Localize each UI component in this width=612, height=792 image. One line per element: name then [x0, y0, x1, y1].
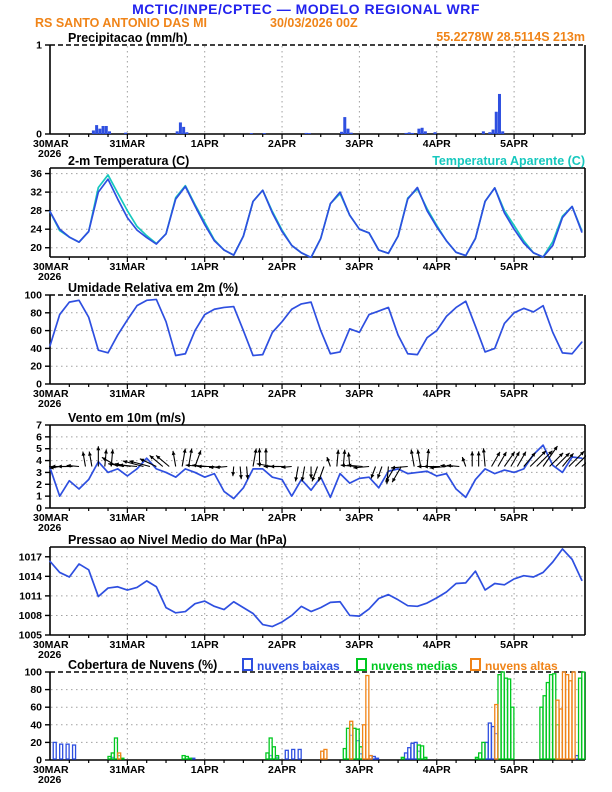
wind-arrowhead-icon [371, 474, 375, 478]
wind-arrowhead-icon [192, 464, 196, 468]
nuvens-medias-bar [111, 753, 114, 759]
nuvens-medias-bar [543, 696, 546, 759]
nuvens-baixas-bar [73, 745, 76, 759]
wind-arrowhead-icon [554, 446, 558, 450]
y-tick-label: 1011 [19, 590, 42, 603]
y-tick-label: 7 [36, 419, 42, 432]
nuvens-medias-bar [550, 675, 553, 759]
precip-bar [185, 132, 188, 134]
nuvens-medias-bar [401, 757, 404, 759]
y-tick-label: 0 [36, 754, 42, 767]
precip-bar [501, 131, 504, 134]
legend-high-clouds-label: nuvens altas [485, 659, 558, 673]
day-label: 1APR [190, 639, 219, 651]
precip-bar [105, 126, 108, 134]
nuvens-medias-bar [359, 747, 362, 759]
nuvens-baixas-bar [285, 750, 288, 759]
day-label: 31MAR [109, 388, 146, 400]
wind-arrowhead-icon [377, 474, 381, 478]
nuvens-altas-bar [566, 675, 569, 759]
day-label: 1APR [190, 388, 219, 400]
day-label: 30MAR [33, 261, 69, 273]
day-label: 1APR [190, 512, 219, 524]
legend-high-clouds [470, 658, 558, 673]
nuvens-medias-bar [504, 678, 507, 759]
nuvens-medias-bar [356, 729, 359, 759]
precip-bar [102, 126, 105, 134]
day-label: 5APR [500, 639, 529, 651]
nuvens-altas-bar [495, 705, 498, 759]
panel-clouds [24, 667, 585, 787]
nuvens-baixas-bar [298, 749, 301, 759]
wind-arrowhead-icon [341, 464, 345, 468]
day-label: 5APR [500, 388, 529, 400]
y-tick-label: 20 [30, 360, 42, 373]
high-clouds-swatch-icon [470, 658, 481, 671]
y-tick-label: 28 [30, 205, 42, 218]
nuvens-medias-bar [269, 738, 272, 759]
precip-bar [417, 129, 420, 134]
day-label: 31MAR [109, 764, 146, 776]
nuvens-medias-bar [546, 683, 549, 759]
day-label: 5APR [500, 764, 529, 776]
y-tick-label: 40 [30, 342, 42, 355]
nuvens-medias-bar [347, 728, 350, 759]
precip-bar [340, 132, 343, 134]
nuvens-baixas-bar [376, 758, 379, 759]
y-tick-label: 0 [36, 128, 42, 141]
y-tick-label: 0 [36, 502, 42, 515]
nuvens-altas-bar [569, 681, 572, 759]
panel-title-pressure: Pressao ao Nivel Medio do Mar (hPa) [68, 533, 287, 547]
wind-arrowhead-icon [239, 475, 243, 479]
panel-title-clouds: Cobertura de Nuvens (%) [68, 658, 218, 672]
wind-arrowhead-icon [312, 477, 316, 481]
precip-bar [182, 127, 185, 134]
wind-arrowhead-icon [110, 449, 114, 453]
nuvens-baixas-bar [53, 742, 56, 759]
umidade-relativaline [50, 299, 582, 355]
day-label: 5APR [500, 512, 529, 524]
precip-bar [176, 131, 179, 134]
wind-arrowhead-icon [119, 463, 123, 467]
precip-bar [108, 131, 111, 134]
day-label: 3APR [345, 512, 374, 524]
nuvens-altas-bar [366, 676, 369, 759]
year-label: 2026 [38, 271, 62, 283]
wind-arrowhead-icon [326, 457, 330, 461]
precip-bar [421, 128, 424, 134]
y-tick-label: 100 [24, 289, 42, 302]
nuvens-medias-bar [185, 756, 188, 759]
day-label: 1APR [190, 261, 219, 273]
precip-bar [98, 129, 101, 134]
nuvens-baixas-bar [66, 744, 69, 759]
2-m-temperatura--c-line [50, 179, 582, 257]
wind-arrowhead-icon [281, 465, 285, 469]
panel-precipitation [33, 40, 585, 161]
nuvens-medias-bar [421, 746, 424, 759]
nuvens-baixas-bar [408, 748, 411, 759]
precip-bar [95, 125, 98, 134]
day-label: 4APR [422, 639, 451, 651]
station-coordinates: 55.2278W 28.5114S 213m [436, 30, 585, 44]
nuvens-medias-bar [272, 747, 275, 759]
nuvens-medias-bar [511, 707, 514, 759]
day-label: 3APR [345, 639, 374, 651]
wind-arrowhead-icon [231, 472, 235, 476]
nuvens-medias-bar [266, 753, 269, 759]
wind-arrowhead-icon [67, 464, 71, 468]
panel-title-humidity: Umidade Relativa em 2m (%) [68, 281, 239, 295]
y-tick-label: 1017 [18, 551, 42, 564]
wind-arrowhead-icon [104, 449, 108, 453]
day-label: 2APR [268, 764, 297, 776]
precip-bar [434, 132, 437, 134]
year-label: 2026 [38, 774, 62, 786]
nuvens-medias-bar [553, 674, 556, 759]
nuvens-altas-bar [118, 753, 121, 759]
y-tick-label: 4 [36, 455, 42, 468]
year-label: 2026 [38, 148, 62, 160]
day-label: 31MAR [109, 512, 146, 524]
nuvens-medias-bar [475, 757, 478, 759]
y-tick-label: 1008 [18, 609, 42, 622]
nuvens-altas-bar [559, 709, 562, 759]
wind-arrowhead-icon [336, 450, 340, 454]
legend-low-clouds-label: nuvens baixas [257, 659, 340, 673]
nuvens-baixas-bar [488, 723, 491, 759]
nuvens-baixas-bar [292, 749, 295, 759]
precip-bar [124, 133, 127, 134]
run-datetime: 30/03/2026 00Z [270, 16, 358, 30]
nuvens-medias-bar [498, 675, 501, 759]
precip-bar [343, 117, 346, 134]
precip-bar [492, 130, 495, 134]
wind-arrowhead-icon [183, 449, 187, 453]
temperatura-aparente--c-line [50, 175, 582, 258]
nuvens-medias-bar [121, 758, 124, 759]
day-label: 31MAR [109, 138, 146, 150]
wind-arrowhead-icon [410, 450, 414, 454]
nuvens-medias-bar [114, 738, 117, 759]
precip-bar [250, 133, 253, 134]
nuvens-medias-bar [189, 758, 192, 759]
day-label: 4APR [422, 512, 451, 524]
wind-arrowhead-icon [216, 465, 220, 469]
nuvens-baixas-bar [405, 753, 408, 759]
y-tick-label: 20 [30, 242, 42, 255]
wind-arrowhead-icon [470, 451, 474, 455]
precip-bar [350, 133, 353, 134]
day-label: 31MAR [109, 639, 146, 651]
nuvens-medias-bar [276, 756, 279, 759]
day-label: 2APR [268, 512, 297, 524]
year-label: 2026 [38, 398, 62, 410]
day-label: 30MAR [33, 512, 69, 524]
nuvens-baixas-bar [192, 758, 195, 759]
day-label: 4APR [422, 388, 451, 400]
wind-arrowhead-icon [258, 448, 262, 452]
precip-bar [424, 131, 427, 134]
nuvens-medias-bar [482, 742, 485, 759]
y-tick-label: 32 [30, 186, 42, 199]
nuvens-altas-bar [556, 700, 559, 759]
panel-title-apparent-temperature: Temperatura Aparente (C) [432, 154, 585, 168]
station-name: RS SANTO ANTONIO DAS MI [35, 16, 208, 30]
wind-arrowhead-icon [417, 465, 421, 469]
y-tick-label: 1005 [18, 629, 42, 642]
nuvens-medias-bar [579, 678, 582, 759]
y-tick-label: 0 [36, 378, 42, 391]
wind-arrowhead-icon [108, 462, 112, 466]
day-label: 2APR [268, 639, 297, 651]
wind-arrowhead-icon [82, 452, 86, 456]
wind-arrowhead-icon [347, 452, 351, 456]
nuvens-medias-bar [424, 757, 427, 759]
precip-bar [498, 94, 501, 134]
day-label: 3APR [345, 138, 374, 150]
day-label: 4APR [422, 261, 451, 273]
nuvens-baixas-bar [414, 742, 417, 759]
wind-arrowhead-icon [424, 465, 428, 469]
day-label: 1APR [190, 138, 219, 150]
precip-bar [482, 131, 485, 134]
y-tick-label: 36 [30, 168, 42, 181]
y-tick-label: 1 [36, 39, 42, 52]
y-tick-label: 80 [30, 684, 42, 697]
nuvens-medias-bar [501, 672, 504, 759]
y-tick-label: 5 [36, 443, 42, 456]
y-tick-label: 1014 [18, 570, 42, 583]
year-label: 2026 [38, 522, 62, 534]
nuvens-altas-bar [363, 725, 366, 759]
model-title: MCTIC/INPE/CPTEC — MODELO REGIONAL WRF [132, 1, 480, 17]
day-label: 4APR [422, 764, 451, 776]
wind-arrowhead-icon [416, 450, 420, 454]
y-tick-label: 24 [30, 223, 42, 236]
day-label: 31MAR [109, 261, 146, 273]
day-label: 2APR [268, 261, 297, 273]
wind-arrowhead-icon [88, 452, 92, 456]
day-label: 30MAR [33, 138, 69, 150]
nuvens-medias-bar [343, 749, 346, 759]
precip-bar [305, 133, 308, 134]
nuvens-baixas-bar [492, 727, 495, 759]
day-label: 2APR [268, 388, 297, 400]
precip-bar [411, 133, 414, 134]
panel-title-wind: Vento em 10m (m/s) [68, 411, 186, 425]
legend-low-clouds [242, 658, 340, 673]
nuvens-medias-bar [540, 707, 543, 759]
precip-bar [179, 122, 182, 134]
nuvens-medias-bar [353, 728, 356, 759]
nuvens-baixas-bar [411, 743, 414, 759]
day-label: 3APR [345, 764, 374, 776]
precip-bar [347, 129, 350, 134]
panel-humidity [24, 290, 585, 411]
y-tick-label: 3 [36, 466, 42, 479]
precip-bar [488, 132, 491, 134]
wind-arrowhead-icon [198, 450, 202, 454]
year-label: 2026 [38, 649, 62, 661]
nuvens-medias-bar [182, 756, 185, 759]
nuvens-medias-bar [479, 753, 482, 759]
wind-arrowhead-icon [209, 465, 213, 469]
y-tick-label: 1 [36, 490, 42, 503]
day-label: 5APR [500, 138, 529, 150]
panel-title-temperature: 2-m Temperatura (C) [68, 154, 190, 168]
day-label: 3APR [345, 261, 374, 273]
nuvens-altas-bar [572, 672, 575, 759]
low-clouds-swatch-icon [242, 658, 253, 671]
nuvens-baixas-bar [60, 744, 63, 759]
y-tick-label: 80 [30, 307, 42, 320]
nuvens-medias-bar [582, 672, 585, 759]
day-label: 1APR [190, 764, 219, 776]
y-tick-label: 60 [30, 701, 42, 714]
day-label: 2APR [268, 138, 297, 150]
mid-clouds-swatch-icon [356, 658, 367, 671]
legend-mid-clouds-label: nuvens medias [371, 659, 458, 673]
day-label: 3APR [345, 388, 374, 400]
nuvens-altas-bar [562, 672, 565, 759]
precip-bar [308, 133, 311, 134]
wind-arrowhead-icon [586, 451, 590, 455]
wind-arrowhead-icon [511, 452, 515, 456]
y-tick-label: 40 [30, 719, 42, 732]
nuvens-altas-bar [324, 749, 327, 759]
day-label: 30MAR [33, 388, 69, 400]
wind-arrowhead-icon [462, 457, 466, 461]
nuvens-medias-bar [108, 756, 111, 759]
panel-temperature [30, 168, 585, 283]
precip-bar [408, 132, 411, 134]
precip-bar [495, 112, 498, 134]
y-tick-label: 6 [36, 431, 42, 444]
wind-arrowhead-icon [58, 465, 62, 469]
precip-bar [263, 133, 266, 134]
nuvens-baixas-bar [485, 742, 488, 759]
wind-arrowhead-icon [426, 449, 430, 453]
wind-arrowhead-icon [294, 477, 298, 481]
precip-bar [92, 130, 95, 134]
nuvens-altas-bar [369, 756, 372, 759]
day-label: 5APR [500, 261, 529, 273]
panel-wind [33, 420, 598, 535]
panel-title-precipitation: Precipitacao (mm/h) [68, 31, 188, 45]
nuvens-altas-bar [350, 721, 353, 759]
wind-arrowhead-icon [447, 464, 451, 468]
y-tick-label: 60 [30, 325, 42, 338]
day-label: 30MAR [33, 764, 69, 776]
wind-arrowhead-icon [172, 451, 176, 455]
pressaoline [50, 549, 582, 627]
precip-bar [405, 133, 408, 134]
wind-arrowhead-icon [477, 451, 481, 455]
y-tick-label: 100 [24, 666, 42, 679]
y-tick-label: 2 [36, 478, 42, 491]
day-label: 4APR [422, 138, 451, 150]
nuvens-baixas-bar [575, 756, 578, 759]
panel-pressure [19, 547, 585, 661]
legend-mid-clouds [356, 658, 458, 673]
wind-arrowhead-icon [342, 450, 346, 454]
wind-arrowhead-icon [186, 464, 190, 468]
wind-arrowhead-icon [594, 453, 598, 457]
wind-arrowhead-icon [270, 465, 274, 469]
y-tick-label: 20 [30, 736, 42, 749]
nuvens-baixas-bar [372, 756, 375, 759]
nuvens-medias-bar [508, 679, 511, 759]
nuvens-altas-bar [321, 751, 324, 759]
nuvens-medias-bar [417, 745, 420, 759]
day-label: 30MAR [33, 639, 69, 651]
